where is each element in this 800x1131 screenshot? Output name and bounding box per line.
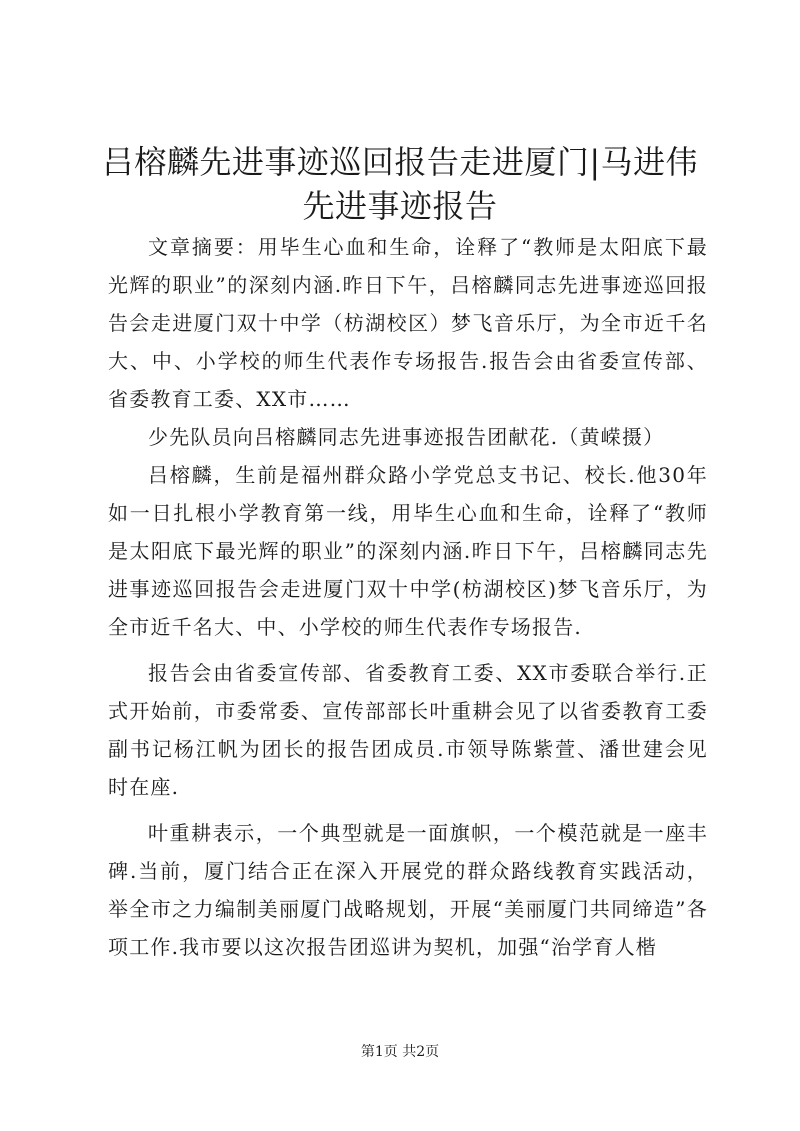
document-title: 吕榕麟先进事迹巡回报告走进厦门|马进伟先进事迹报告 xyxy=(101,143,699,225)
paragraph-abstract: 文章摘要：用毕生心血和生命，诠释了“教师是太阳底下最光辉的职业”的深刻内涵.昨日下午，吕榕麟同志先进事迹巡回报告会走进厦门双十中学（枋湖校区）梦飞音乐厅，为全市近千名大、中、小学校的师生代表作专场报告.报告会由省委宣传部、省委教育工委、XX市…… xyxy=(108,235,708,411)
paragraph-remarks: 叶重耕表示，一个典型就是一面旗帜，一个模范就是一座丰碑.当前，厦门结合正在深入开展党的群众路线教育实践活动，举全市之力编制美丽厦门战略规划，开展“美丽厦门共同缔造”各项工作.我市要以这次报告团巡讲为契机，加强“治学育人楷 xyxy=(108,821,708,959)
page-number-footer: 第1页 共2页 xyxy=(360,1044,440,1060)
paragraph-meeting: 报告会由省委宣传部、省委教育工委、XX市委联合举行.正式开始前，市委常委、宣传部部长叶重耕会见了以省委教育工委副书记杨江帆为团长的报告团成员.市领导陈紫萱、潘世建会见时在座. xyxy=(108,661,708,799)
document-body xyxy=(108,228,708,966)
paragraph-biography: 吕榕麟，生前是福州群众路小学党总支书记、校长.他30年如一日扎根小学教育第一线，用毕生心血和生命，诠释了“教师是太阳底下最光辉的职业”的深刻内涵.昨日下午，吕榕麟同志先进事迹巡回报告会走进厦门双十中学(枋湖校区)梦飞音乐厅，为全市近千名大、中、小学校的师生代表作专场报告. xyxy=(108,463,708,639)
paragraph-photo-caption: 少先队员向吕榕麟同志先进事迹报告团献花.（黄嵘摄） xyxy=(148,425,665,449)
